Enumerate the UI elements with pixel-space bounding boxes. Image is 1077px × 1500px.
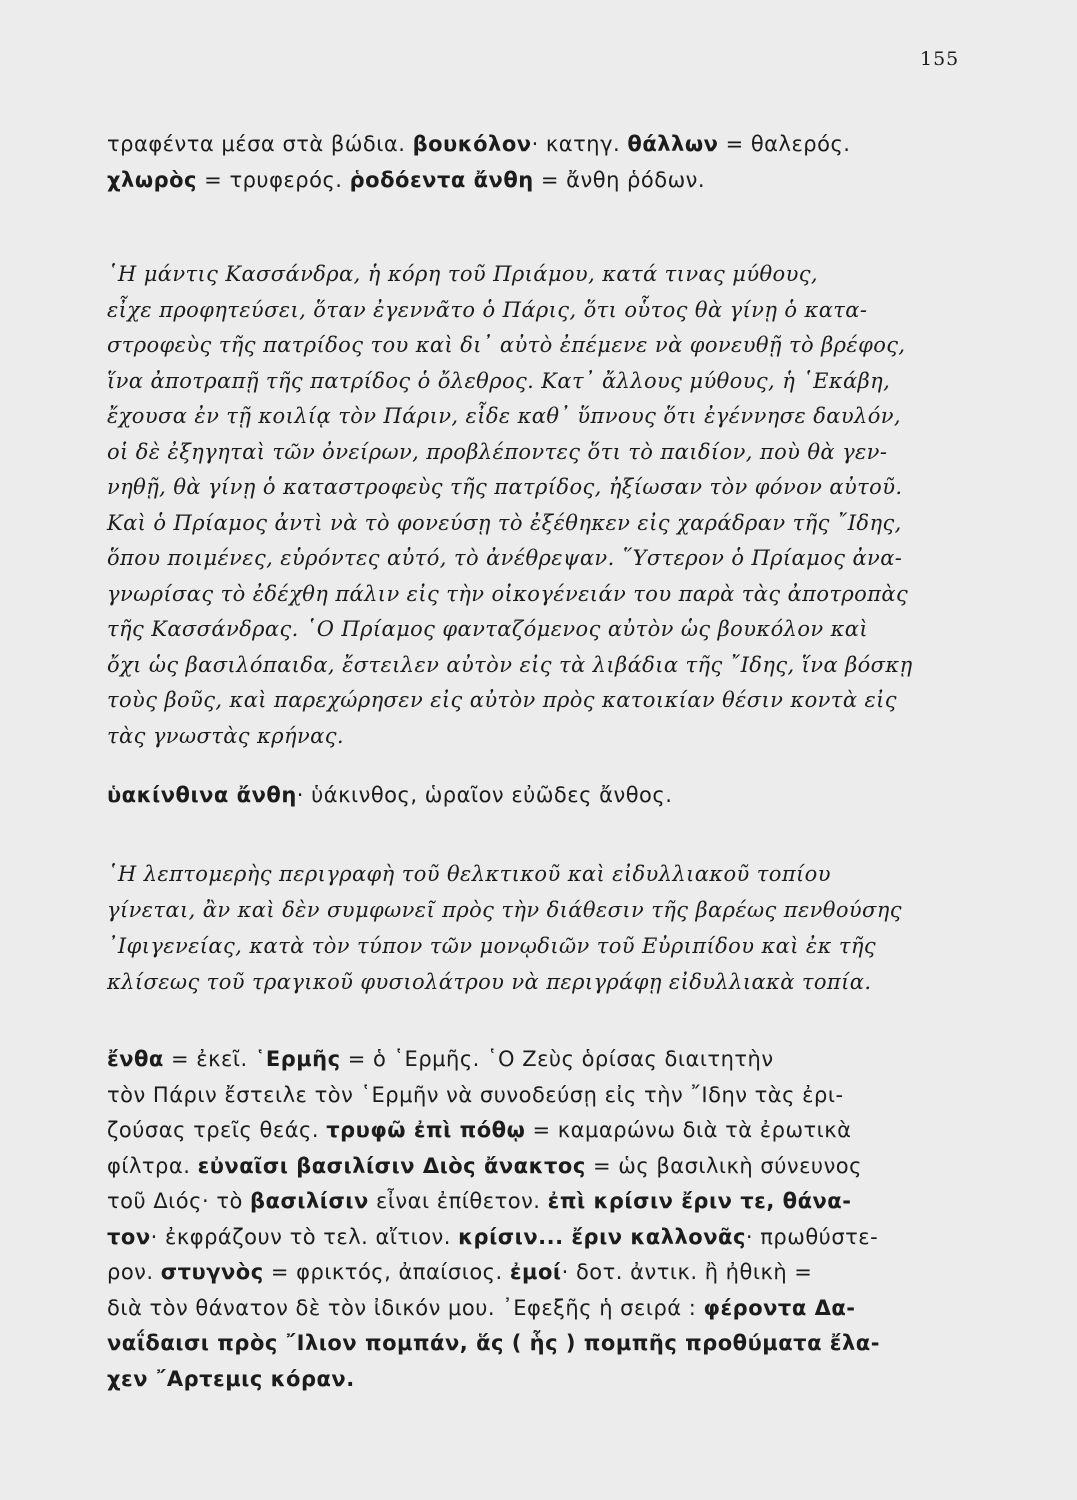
text-line: τὰς γνωστὰς κρήνας. bbox=[107, 723, 344, 748]
gloss-lemma: κρίσιν... ἔριν καλλονᾶς bbox=[458, 1224, 746, 1249]
text-line: εἶχε προφητεύσει, ὅταν ἐγεννᾶτο ὁ Πάρις, ὅτι οὗτος θὰ γίνῃ ὁ κατα- bbox=[107, 297, 868, 322]
gloss-text: = ἐκεῖ. bbox=[163, 1047, 255, 1071]
text-line bbox=[107, 126, 957, 162]
text-line: ῾Η μάντις Κασσάνδρα, ἡ κόρη τοῦ Πριάμου, κατά τινας μύθους, bbox=[107, 262, 819, 286]
page-number: 155 bbox=[920, 48, 960, 70]
text-line: ᾿Ιφιγενείας, κατὰ τὸν τύπον τῶν μονῳδιῶν τοῦ Εὐριπίδου καὶ ἐκ τῆς bbox=[107, 934, 876, 958]
text-line: ἵνα ἀποτραπῇ τῆς πατρίδος ὁ ὄλεθρος. Κατ᾿ ἄλλους μύθους, ἡ ῾Εκάβη, bbox=[107, 368, 891, 393]
commentary-paragraph-1 bbox=[107, 257, 957, 754]
text-line: ἔχουσα ἐν τῇ κοιλίᾳ τὸν Πάριν, εἶδε καθ᾿ ὕπνους ὅτι ἐγέννησε δαυλόν, bbox=[107, 404, 901, 428]
commentary-paragraph-2 bbox=[107, 856, 957, 1000]
text-line bbox=[107, 1113, 957, 1149]
text-line bbox=[107, 1042, 957, 1078]
gloss-text: = ἄνθη ῥόδων. bbox=[533, 168, 706, 192]
gloss-lemma: στυγνὸς bbox=[160, 1260, 264, 1284]
gloss-lemma: ἐπὶ κρίσιν ἔριν τε, θάνα- bbox=[547, 1189, 852, 1213]
text-line: Καὶ ὁ Πρίαμος ἀντὶ νὰ τὸ φονεύσῃ τὸ ἐξέθηκεν εἰς χαράδραν τῆς ῎Ιδης, bbox=[107, 510, 902, 535]
gloss-text: εἶναι ἐπίθετον. bbox=[368, 1189, 548, 1213]
gloss-text: · κατηγ. bbox=[531, 132, 628, 156]
text-line bbox=[107, 162, 957, 198]
text-line bbox=[107, 1078, 957, 1114]
gloss-text: τραφέντα μέσα στὰ βώδια. bbox=[107, 132, 413, 156]
gloss-lemma: ναΐδαισι πρὸς ῎Ιλιον πομπάν, ἅς ( ἧς ) πομπῆς προθύματα ἔλα- bbox=[107, 1331, 880, 1355]
text-line bbox=[107, 1291, 957, 1327]
gloss-lemma: τρυφῶ ἐπὶ πόθῳ bbox=[326, 1118, 526, 1142]
gloss-text: = φρικτός, ἀπαίσιος. bbox=[263, 1260, 510, 1284]
gloss-text: τοῦ Διός· τὸ bbox=[107, 1189, 250, 1213]
gloss-lemma: χεν ῎Αρτεμις κόραν. bbox=[107, 1366, 355, 1391]
gloss-text: = θαλερός. bbox=[718, 132, 851, 156]
gloss-text: = τρυφερός. bbox=[197, 168, 350, 192]
gloss-lemma: βουκόλον bbox=[412, 132, 532, 156]
gloss-text: = ὡς βασιλικὴ σύνευνος bbox=[585, 1153, 862, 1178]
text-line: στροφεὺς τῆς πατρίδος του καὶ δι᾿ αὐτὸ ἐπέμενε νὰ φονευθῇ τὸ βρέφος, bbox=[107, 333, 906, 357]
text-line: κλίσεως τοῦ τραγικοῦ φυσιολάτρου νὰ περιγράφῃ εἰδυλλιακὰ τοπία. bbox=[107, 970, 872, 994]
gloss-lemma: τον bbox=[107, 1224, 151, 1249]
text-line bbox=[107, 1149, 957, 1185]
gloss-text: = καμαρώνω διὰ τὰ ἐρωτικὰ bbox=[525, 1118, 852, 1142]
gloss-text: ρον. bbox=[107, 1260, 161, 1284]
text-line bbox=[107, 1220, 957, 1256]
text-line: ὄχι ὡς βασιλόπαιδα, ἔστειλεν αὐτὸν εἰς τὰ λιβάδια τῆς ῎Ιδης, ἵνα βόσκῃ bbox=[107, 652, 913, 677]
gloss-text: · ὑάκινθος, ὡραῖον εὐῶδες ἄνθος. bbox=[296, 783, 673, 807]
gloss-text: διὰ τὸν θάνατον δὲ τὸν ἰδικόν μου. ᾿Εφεξῆς ἡ σειρά : bbox=[107, 1295, 704, 1320]
gloss-lemma: ὑακίνθινα ἄνθη bbox=[107, 783, 297, 807]
gloss-text: = ὁ ῾Ερμῆς. ῾Ο Ζεὺς ὁρίσας διαιτητὴν bbox=[340, 1047, 774, 1071]
gloss-lemma: θάλλων bbox=[627, 132, 719, 156]
text-line bbox=[107, 1362, 957, 1398]
gloss-text: τὸν Πάριν ἔστειλε τὸν ῾Ερμῆν νὰ συνοδεύσῃ εἰς τὴν ῎Ιδην τὰς ἐρι- bbox=[107, 1082, 844, 1107]
gloss-lemma: βασιλίσιν bbox=[249, 1189, 369, 1213]
text-line bbox=[107, 1326, 957, 1362]
gloss-text: φίλτρα. bbox=[107, 1153, 198, 1178]
gloss-lemma: ῥοδόεντα ἄνθη bbox=[349, 168, 534, 192]
text-line: νηθῇ, θὰ γίνῃ ὁ καταστροφεὺς τῆς πατρίδος, ἠξίωσαν τὸν φόνον αὐτοῦ. bbox=[107, 475, 903, 499]
text-line bbox=[107, 777, 957, 813]
gloss-lemma: χλωρὸς bbox=[107, 168, 197, 192]
gloss-text: ζούσας τρεῖς θεάς. bbox=[107, 1118, 327, 1142]
gloss-lemma: εὐναῖσι βασιλίσιν Διὸς ἄνακτος bbox=[197, 1153, 586, 1178]
text-line: ῾Η λεπτομερὴς περιγραφὴ τοῦ θελκτικοῦ καὶ εἰδυλλιακοῦ τοπίου bbox=[107, 862, 831, 886]
text-line: τοὺς βοῦς, καὶ παρεχώρησεν εἰς αὐτὸν πρὸς κατοικίαν θέσιν κοντὰ εἰς bbox=[107, 688, 897, 712]
gloss-lemma: φέροντα Δα- bbox=[703, 1295, 856, 1320]
gloss-lemma: ἔνθα bbox=[107, 1047, 164, 1071]
gloss-lemma: ἐμοί bbox=[509, 1260, 562, 1284]
text-line: γίνεται, ἂν καὶ δὲν συμφωνεῖ πρὸς τὴν διάθεσιν τῆς βαρέως πενθούσης bbox=[107, 898, 902, 922]
gloss-block-3 bbox=[107, 1042, 957, 1397]
gloss-text: · ἐκφράζουν τὸ τελ. αἴτιον. bbox=[150, 1224, 459, 1249]
gloss-lemma: ῾Ερμῆς bbox=[254, 1047, 341, 1071]
text-line: οἱ δὲ ἐξηγηταὶ τῶν ὀνείρων, προβλέποντες ὅτι τὸ παιδίον, ποὺ θὰ γεν- bbox=[107, 439, 888, 464]
gloss-block-2 bbox=[107, 777, 957, 813]
text-line: ὅπου ποιμένες, εὑρόντες αὐτό, τὸ ἀνέθρεψαν. ῞Υστερον ὁ Πρίαμος ἀνα- bbox=[107, 546, 903, 570]
text-line bbox=[107, 1184, 957, 1220]
gloss-text: · δοτ. ἀντικ. ἢ ἠθικὴ = bbox=[561, 1260, 813, 1284]
text-line: γνωρίσας τὸ ἐδέχθη πάλιν εἰς τὴν οἰκογένειάν του παρὰ τὰς ἀποτροπὰς bbox=[107, 581, 909, 606]
text-line: τῆς Κασσάνδρας. ῾Ο Πρίαμος φανταζόμενος αὐτὸν ὡς βουκόλον καὶ bbox=[107, 617, 868, 641]
gloss-text: · πρωθύστε- bbox=[745, 1224, 879, 1249]
text-line bbox=[107, 1255, 957, 1291]
gloss-block-1 bbox=[107, 126, 957, 198]
